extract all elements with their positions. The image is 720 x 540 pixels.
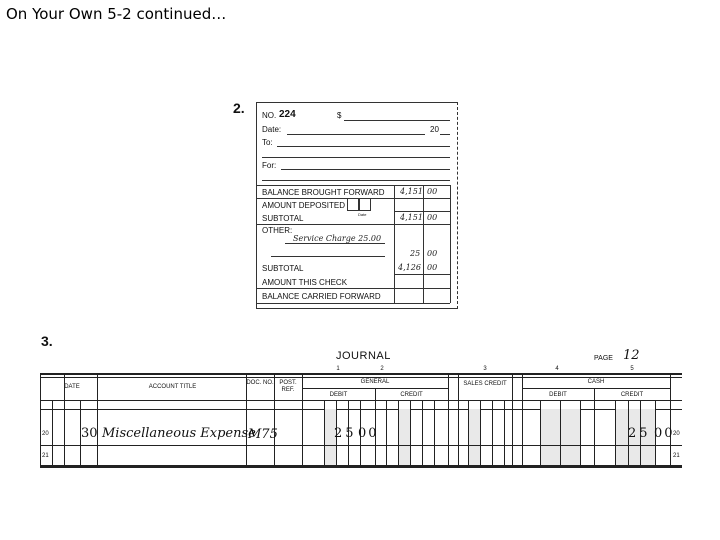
check-stub (256, 102, 458, 309)
check-date-label: Date: (262, 125, 282, 134)
subtotal2-cents: 00 (427, 263, 438, 272)
subtotal1-dollars: 4,151 (400, 213, 423, 222)
header-date: DATE (64, 384, 80, 390)
col-number-1: 1 (336, 366, 340, 372)
header-cash-debit: DEBIT (549, 392, 567, 398)
other-text: Service Charge 25.00 (293, 234, 382, 243)
header-doc-no: DOC. NO. (246, 380, 274, 386)
entry-doc-no: M75 (248, 427, 278, 442)
page-label: PAGE (594, 355, 613, 362)
journal-form (40, 346, 682, 476)
col-number-2: 2 (380, 366, 384, 372)
other-cents: 00 (427, 249, 438, 258)
header-post-ref: POST. REF. (279, 380, 297, 393)
balance-forward-dollars: 4,151 (400, 187, 423, 196)
to-line[interactable] (277, 146, 450, 147)
line-number-21-right: 21 (673, 453, 680, 459)
header-general: GENERAL (360, 379, 390, 385)
journal-title: JOURNAL (336, 350, 391, 362)
amount-deposited-label: AMOUNT DEPOSITED (262, 201, 345, 210)
col-number-4: 4 (555, 366, 559, 372)
check-dollar-sign: $ (337, 111, 342, 120)
col-number-3: 3 (483, 366, 487, 372)
date-line[interactable] (287, 134, 425, 135)
header-sales-credit: SALES CREDIT (463, 381, 507, 387)
year-prefix: 20 (430, 125, 439, 134)
entry-account-title: Miscellaneous Expense (102, 426, 256, 441)
balance-forward-cents: 00 (427, 187, 438, 196)
header-cash-credit: CREDIT (620, 392, 644, 398)
other-label: OTHER: (262, 226, 293, 235)
header-cash: CASH (587, 379, 605, 385)
col-number-5: 5 (630, 366, 634, 372)
amount-this-check-label: AMOUNT THIS CHECK (262, 278, 348, 287)
deposit-date-box[interactable] (347, 198, 359, 211)
header-account-title: ACCOUNT TITLE (148, 384, 197, 390)
for-line[interactable] (281, 169, 450, 170)
deposit-date-box-2[interactable] (359, 198, 371, 211)
slide-title: On Your Own 5-2 continued… (6, 5, 227, 23)
date-small-label: Date (358, 212, 367, 217)
header-general-debit: DEBIT (329, 392, 348, 398)
check-for-label: For: (262, 161, 277, 170)
year-line[interactable] (440, 134, 450, 135)
line-number-20-right: 20 (673, 431, 680, 437)
other-dollars: 25 (410, 249, 421, 258)
for-line-2[interactable] (262, 180, 450, 181)
subtotal1-cents: 00 (427, 213, 438, 222)
section-number-2: 2. (233, 100, 245, 116)
check-no-value: 224 (279, 109, 296, 120)
amount-line[interactable] (344, 120, 450, 121)
cash-credit-cents: 00 (654, 426, 675, 441)
subtotal-label: SUBTOTAL (262, 214, 304, 223)
entry-day: 30 (81, 426, 98, 441)
cash-credit-dollars: 25 (628, 426, 651, 441)
line-number-20: 20 (42, 431, 49, 437)
check-no-label: NO. (262, 111, 277, 120)
general-debit-dollars: 25 (334, 426, 357, 441)
page-number: 12 (623, 348, 640, 363)
balance-carried-label: BALANCE CARRIED FORWARD (262, 292, 381, 301)
check-to-label: To: (262, 138, 273, 147)
general-debit-cents: 00 (358, 426, 379, 441)
subtotal2-dollars: 4,126 (398, 263, 421, 272)
header-general-credit: CREDIT (400, 392, 423, 398)
balance-forward-label: BALANCE BROUGHT FORWARD (262, 188, 385, 197)
section-number-3: 3. (41, 333, 53, 349)
to-line-2[interactable] (262, 157, 450, 158)
line-number-21: 21 (42, 453, 49, 459)
subtotal2-label: SUBTOTAL (262, 264, 304, 273)
